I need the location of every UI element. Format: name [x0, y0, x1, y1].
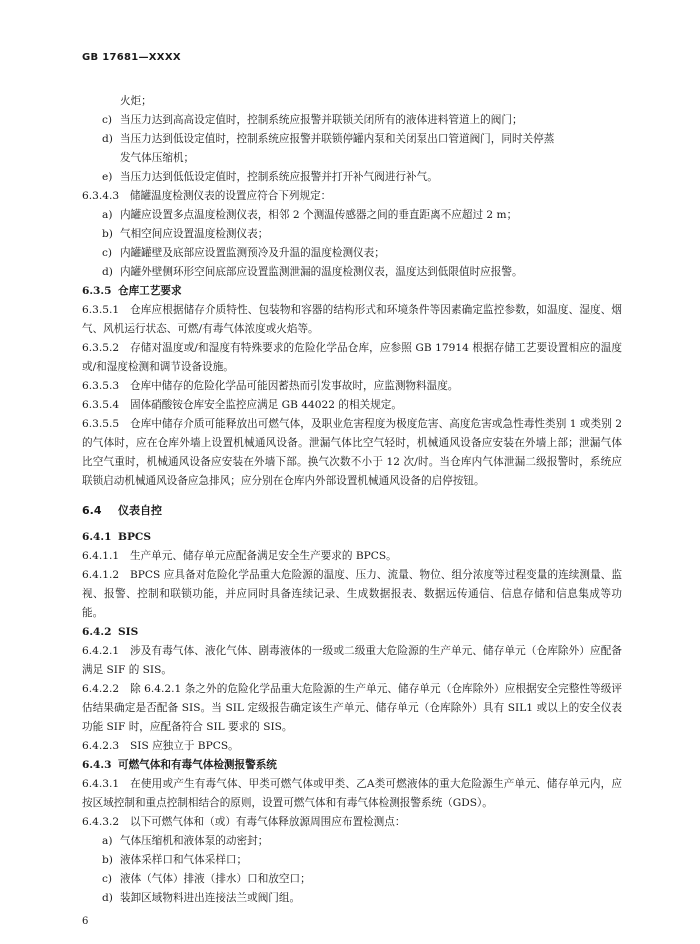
list-item-text: 内罐罐壁及底部应设置监测预冷及升温的温度检测仪表；	[120, 247, 385, 259]
section-title: BPCS	[118, 531, 152, 543]
list-item	[82, 206, 622, 225]
clause-number: 6.4.1.2	[82, 569, 120, 581]
clause-text: 仓库中储存的危险化学品可能因蓄热而引发事故时，应监测物料温度。	[130, 380, 459, 392]
list-marker: c)	[102, 247, 113, 259]
clause-number: 6.4.1.1	[82, 550, 120, 562]
clause-paragraph	[82, 775, 622, 813]
clause-number: 6.3.4.3	[82, 190, 120, 202]
section-title: 仪表自控	[118, 504, 162, 517]
list-item	[82, 130, 622, 149]
list-item	[82, 870, 622, 889]
section-heading	[82, 623, 622, 642]
section-number: 6.3.5	[82, 285, 112, 297]
section-heading	[82, 528, 622, 547]
clause-text: 仓库中储存介质可能释放出可燃气体，及职业危害程度为极度危害、高度危害或急性毒性类别 1 或类别 2 的气体时，应在仓库外墙上设置机械通风设备。泄漏气体比空气轻时，机械通风设备应安装在外墙上部；泄漏气体比空气重时，机械通风设备应安装在外墙下部。换气次数不小于 12 次/时。当仓库内气体泄漏二级报警时，系统应联锁启动机械通风设备应急排风；应分别在仓库内外部设置机械通风设备的启停按钮。	[82, 418, 622, 487]
list-item	[82, 889, 622, 908]
list-item-text: 当压力达到低低设定值时，控制系统应报警并打开补气阀进行补气。	[120, 171, 438, 183]
section-number: 6.4.3	[82, 759, 112, 771]
list-item-text: 当压力达到高高设定值时，控制系统应报警并联锁关闭所有的液体进料管道上的阀门；	[120, 114, 523, 126]
section-number: 6.4.2	[82, 626, 112, 638]
clause-paragraph	[82, 396, 622, 415]
list-marker: b)	[102, 228, 113, 240]
clause-text: 除 6.4.2.1 条之外的危险化学品重大危险源的生产单元、储存单元（仓库除外）应根据安全完整性等级评估结果确定是否配备 SIS。当 SIL 定级报告确定该生产单元、储存单元（仓库除外）具有 SIL1 或以上的安全仪表功能 SIF 时，应配备符合 SIL 要求的 SIS。	[82, 683, 622, 733]
section-heading-main	[82, 501, 622, 520]
clause-number: 6.3.5.5	[82, 418, 120, 430]
list-item	[82, 263, 622, 282]
clause-paragraph	[82, 642, 622, 680]
list-marker: d)	[102, 266, 113, 278]
list-marker: c)	[102, 873, 113, 885]
clause-text: 生产单元、储存单元应配备满足安全生产要求的 BPCS。	[130, 550, 397, 562]
clause-number: 6.3.5.1	[82, 304, 120, 316]
clause-text: 储罐温度检测仪表的设置应符合下列规定：	[130, 190, 332, 202]
clause-text: 仓库应根据储存介质特性、包装物和容器的结构形式和环境条件等因素确定监控参数，如温度、湿度、烟气、风机运行状态、可燃/有毒气体浓度或火焰等。	[82, 304, 622, 335]
section-heading	[82, 282, 622, 301]
clause-number: 6.4.2.2	[82, 683, 120, 695]
list-marker: b)	[102, 854, 113, 866]
list-marker: e)	[102, 171, 113, 183]
list-item-continuation: 发气体压缩机；	[120, 152, 195, 164]
list-item	[82, 225, 622, 244]
clause-text: 在使用或产生有毒气体、甲类可燃气体或甲类、乙A类可燃液体的重大危险源生产单元、储存单元内，应按区域控制和重点控制相结合的原则，设置可燃气体和有毒气体检测报警系统（GDS）。	[82, 778, 622, 809]
clause-paragraph	[82, 301, 622, 339]
list-item-text: 液体采样口和气体采样口；	[120, 854, 248, 866]
list-marker: d)	[102, 892, 113, 904]
standard-header: GB 17681—XXXX	[82, 52, 181, 63]
list-item	[82, 244, 622, 263]
list-item-text: 气相空间应设置温度检测仪表；	[120, 228, 269, 240]
section-heading	[82, 756, 622, 775]
section-title: 可燃气体和有毒气体检测报警系统	[118, 759, 277, 771]
list-item-text: 内罐应设置多点温度检测仪表，相邻 2 个测温传感器之间的垂直距离不应超过 2 m；	[120, 209, 518, 221]
clause-number: 6.4.3.2	[82, 816, 120, 828]
clause-text: BPCS 应具备对危险化学品重大危险源的温度、压力、流量、物位、组分浓度等过程变量的连续测量、监视、报警、控制和联锁功能，并应同时具备连续记录、生成数据报表、数据远传通信、信息存储和信息集成等功能。	[82, 569, 622, 619]
clause-paragraph	[82, 737, 622, 756]
clause-text: 涉及有毒气体、液化气体、剧毒液体的一级或二级重大危险源的生产单元、储存单元（仓库除外）应配备满足 SIF 的 SIS。	[82, 645, 622, 676]
list-marker: c)	[102, 114, 113, 126]
list-item-text: 内罐外壁侧环形空间底部应设置监测泄漏的温度检测仪表，温度达到低限值时应报警。	[120, 266, 523, 278]
clause-text: 固体硝酸铵仓库安全监控应满足 GB 44022 的相关规定。	[130, 399, 402, 411]
section-number: 6.4	[82, 504, 102, 517]
clause-paragraph	[82, 547, 622, 566]
list-item-continuation: 火炬；	[120, 95, 152, 107]
list-item-text: 装卸区域物料进出连接法兰或阀门组。	[120, 892, 301, 904]
clause-paragraph	[82, 566, 622, 623]
clause-paragraph	[82, 377, 622, 396]
list-item	[82, 168, 622, 187]
list-marker: a)	[102, 835, 113, 847]
list-item	[82, 111, 622, 130]
clause	[82, 187, 622, 206]
list-item-text: 气体压缩机和液体泵的动密封；	[120, 835, 269, 847]
clause-text: 以下可燃气体和（或）有毒气体释放源周围应布置检测点：	[130, 816, 406, 828]
list-marker: a)	[102, 209, 113, 221]
clause-paragraph	[82, 680, 622, 737]
clause-number: 6.3.5.3	[82, 380, 120, 392]
clause-number: 6.3.5.4	[82, 399, 120, 411]
clause-text: 存储对温度或/和湿度有特殊要求的危险化学品仓库，应参照 GB 17914 根据存储工艺要设置相应的温度或/和湿度检测和调节设备设施。	[82, 342, 622, 373]
list-item	[82, 832, 622, 851]
page-number: 6	[82, 916, 89, 927]
clause-number: 6.3.5.2	[82, 342, 120, 354]
list-item-text: 液体（气体）排液（排水）口和放空口；	[120, 873, 311, 885]
section-number: 6.4.1	[82, 531, 112, 543]
clause-number: 6.4.3.1	[82, 778, 120, 790]
list-item-text: 当压力达到低设定值时，控制系统应报警并联锁停罐内泵和关闭泵出口管道阀门，同时关停蒸	[120, 133, 555, 145]
clause-number: 6.4.2.3	[82, 740, 120, 752]
list-marker: d)	[102, 133, 113, 145]
clause-number: 6.4.2.1	[82, 645, 120, 657]
clause-paragraph	[82, 339, 622, 377]
section-title: 仓库工艺要求	[118, 285, 182, 297]
section-title: SIS	[118, 626, 139, 638]
list-item	[82, 851, 622, 870]
document-body	[82, 92, 622, 908]
clause-paragraph	[82, 415, 622, 491]
clause-paragraph	[82, 813, 622, 832]
clause-text: SIS 应独立于 BPCS。	[130, 740, 239, 752]
